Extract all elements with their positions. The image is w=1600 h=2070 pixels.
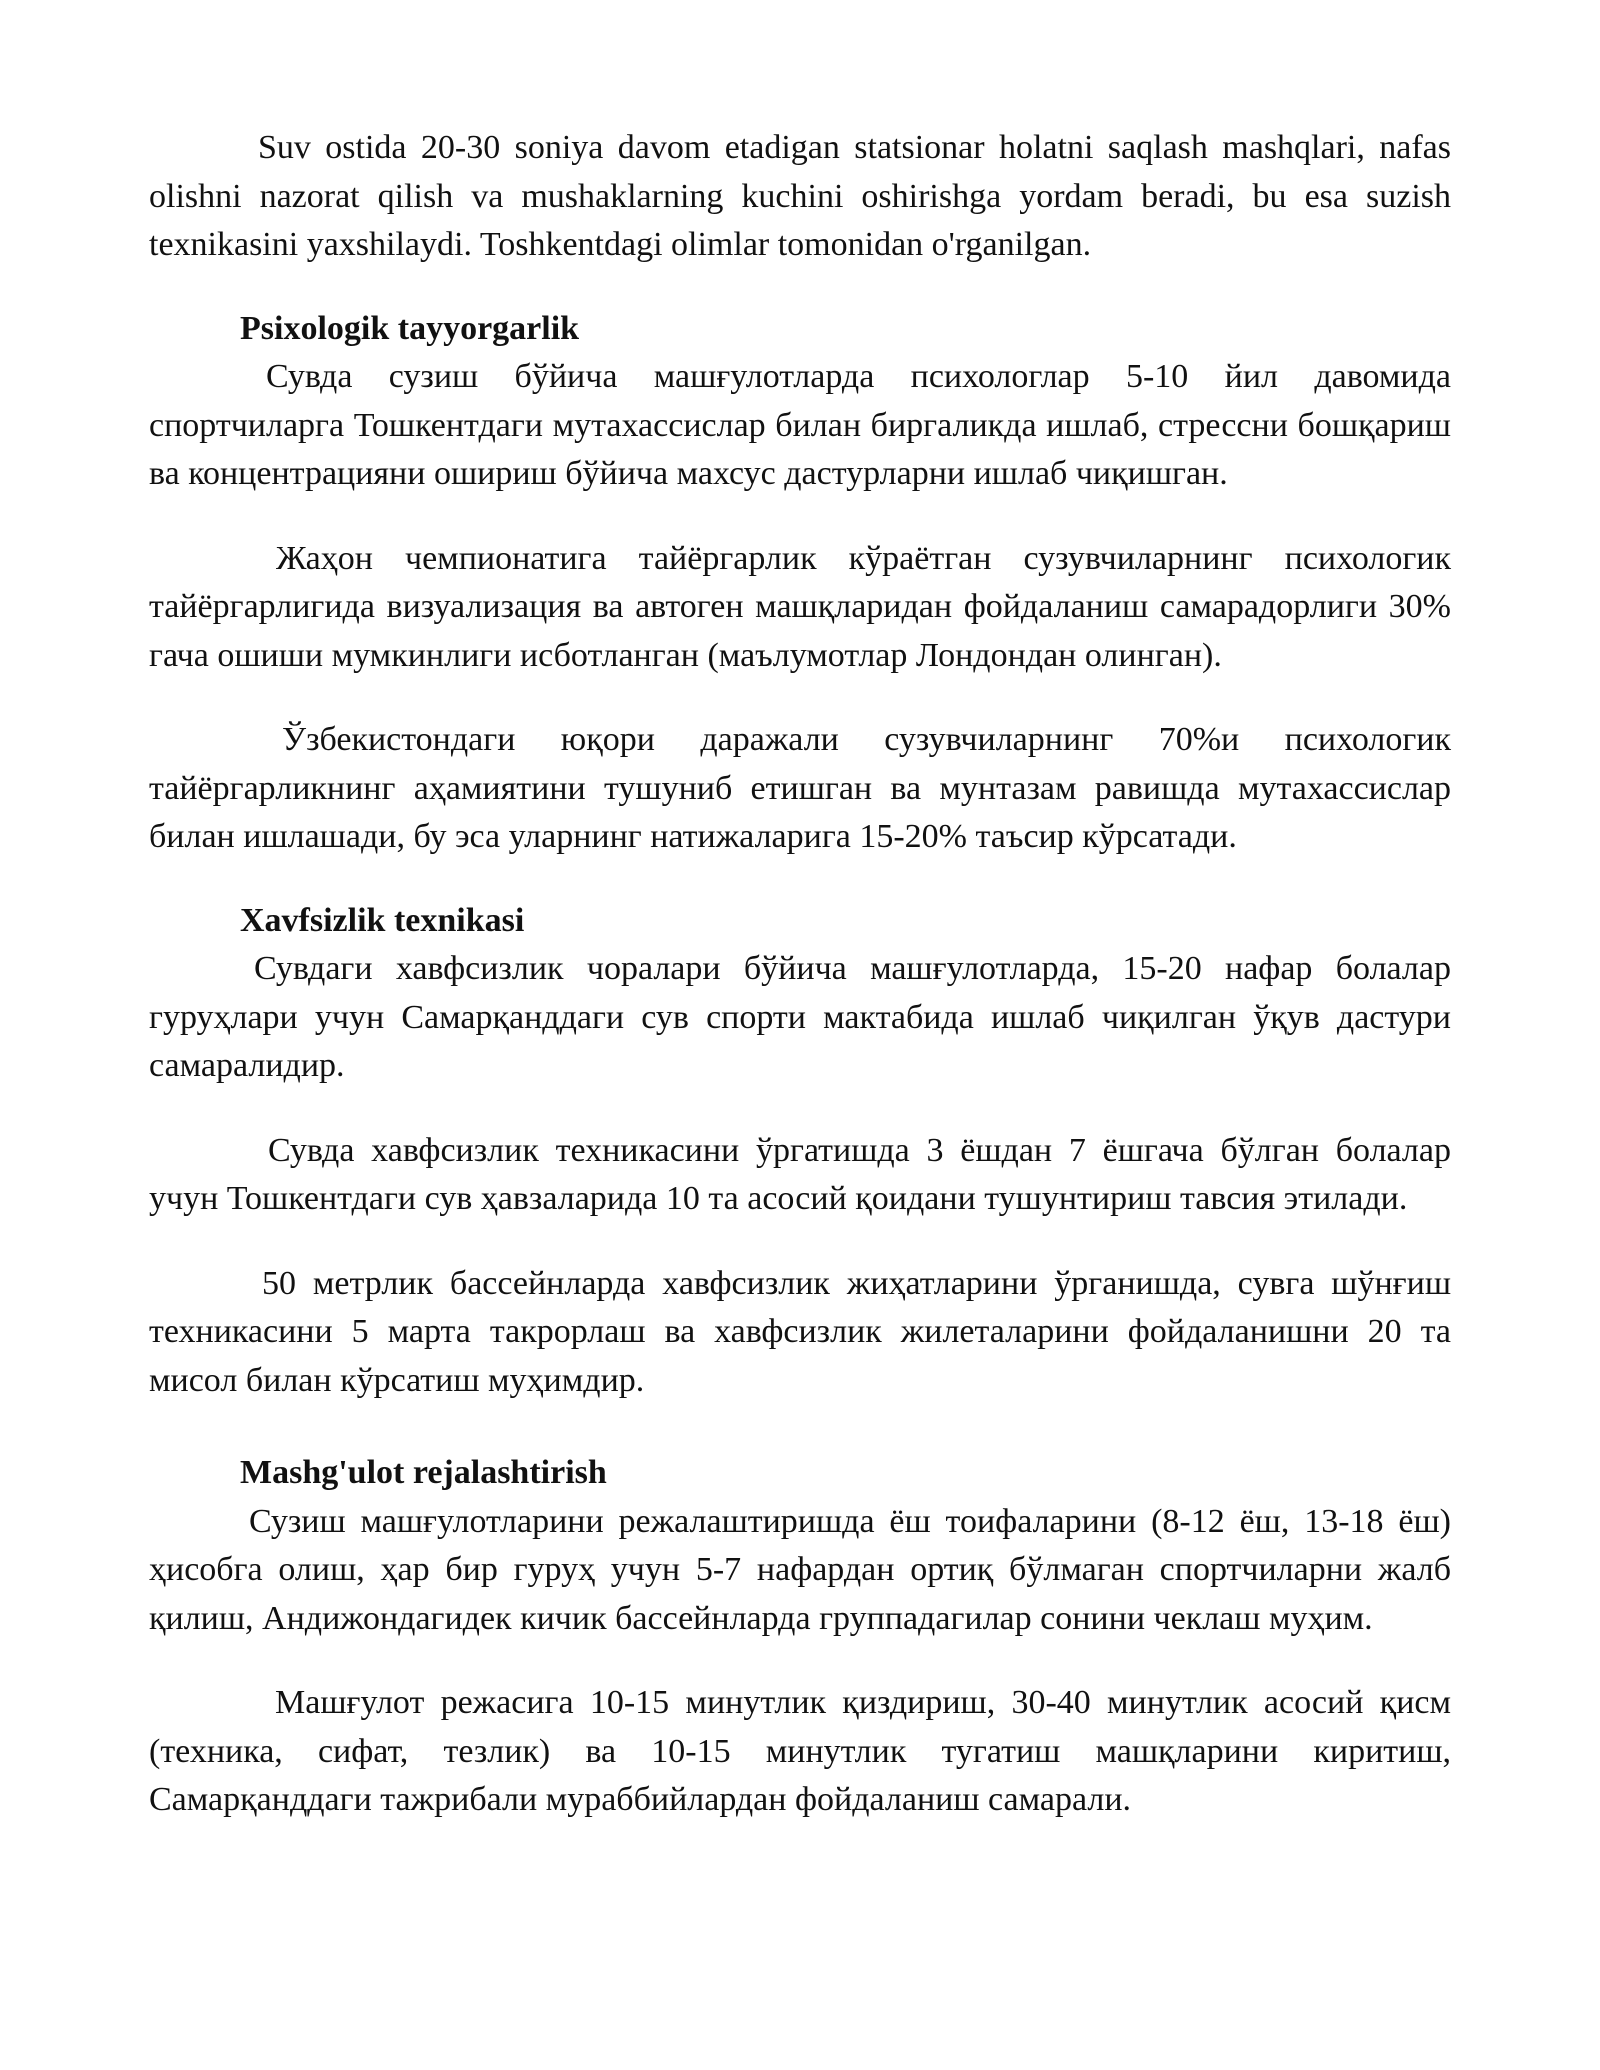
section-heading-psychological-preparation: Psixologik tayyorgarlik xyxy=(240,309,580,347)
spacer xyxy=(149,1091,1451,1127)
paragraph-samarkand-safety-program: Сувдаги хавфсизлик чоралари бўйича машғулотларда, 15-20 нафар болалар гуруҳлари учун Самарқанддаги сув спорти мактабида ишлаб чиқилган ўқув дастури самаралидир. xyxy=(149,950,1451,1084)
spacer xyxy=(149,1405,1451,1449)
spacer xyxy=(149,499,1451,535)
paragraph-pool-safety-aspects: 50 метрлик бассейнларда хавфсизлик жиҳатларини ўрганишда, сувга шўнғиш техникасини 5 марта такрорлаш ва хавфсизлик жилеталарини фойдаланишни 20 та мисол билан кўрсатиш муҳимдир. xyxy=(149,1264,1451,1399)
paragraph-uzbek-swimmers-psychology: Ўзбекистондаги юқори даражали сузувчиларнинг 70%и психологик тайёргарликнинг аҳамиятини тушуниб етишган ва мунтазам равишда мутахассислар билан ишлашади, бу эса уларнинг натижаларига 15-20% таъсир кўрсатади. xyxy=(149,721,1451,855)
section-heading-safety-technique: Xavfsizlik texnikasi xyxy=(240,901,525,939)
paragraph-visualization-autogenic: Жаҳон чемпионатига тайёргарлик кўраётган сузувчиларнинг психологик тайёргарлигида визуализация ва автоген машқларидан фойдаланиш самарадорлиги 30% гача ошиши мумкинлиги исботланган (маълумотлар Лондондан олинган). xyxy=(149,539,1451,674)
paragraph-training-schedule: Машғулот режасига 10-15 минутлик қиздириш, 30-40 минутлик асосий қисм (техника, сифат, тезлик) ва 10-15 минутлик тугатиш машқларини киритиш, Самарқанддаги тажрибали мураббийлардан фойдаланиш самарали. xyxy=(149,1684,1451,1818)
paragraph-breath-hold-exercises: Suv ostida 20-30 soniya davom etadigan statsionar holatni saqlash mashqlari, nafas olishni nazorat qilish va mushaklarning kuchini oshirishga yordam beradi, bu esa suzish texnikasini yaxshilaydi. Toshkentdagi olimlar tomonidan o'rganilgan. xyxy=(149,129,1451,263)
spacer xyxy=(149,680,1451,716)
document-page xyxy=(149,124,1451,1825)
paragraph-psychologists-programs: Сувда сузиш бўйича машғулотларда психологлар 5-10 йил давомида спортчиларга Тошкентдаги мутахассислар билан биргаликда ишлаб, стрессни бошқариш ва концентрацияни ошириш бўйича махсус дастурларни ишлаб чиқишган. xyxy=(149,358,1451,492)
section-heading-training-planning: Mashg'ulot rejalashtirish xyxy=(240,1454,607,1491)
paragraph-age-categories-planning: Сузиш машғулотларини режалаштиришда ёш тоифаларини (8-12 ёш, 13-18 ёш) ҳисобга олиш, ҳар бир гуруҳ учун 5-7 нафардан ортиқ бўлмаган спортчиларни жалб қилиш, Андижондагидек кичик бассейнларда группадагилар сонини чеклаш муҳим. xyxy=(149,1502,1451,1637)
spacer xyxy=(149,1643,1451,1679)
paragraph-children-safety-rules: Сувда хавфсизлик техникасини ўргатишда 3 ёшдан 7 ёшгача бўлган болалар учун Тошкентдаги сув ҳавзаларида 10 та асосий қоидани тушунтириш тавсия этилади. xyxy=(149,1131,1451,1217)
spacer xyxy=(149,1224,1451,1260)
spacer xyxy=(149,270,1451,305)
spacer xyxy=(149,862,1451,897)
